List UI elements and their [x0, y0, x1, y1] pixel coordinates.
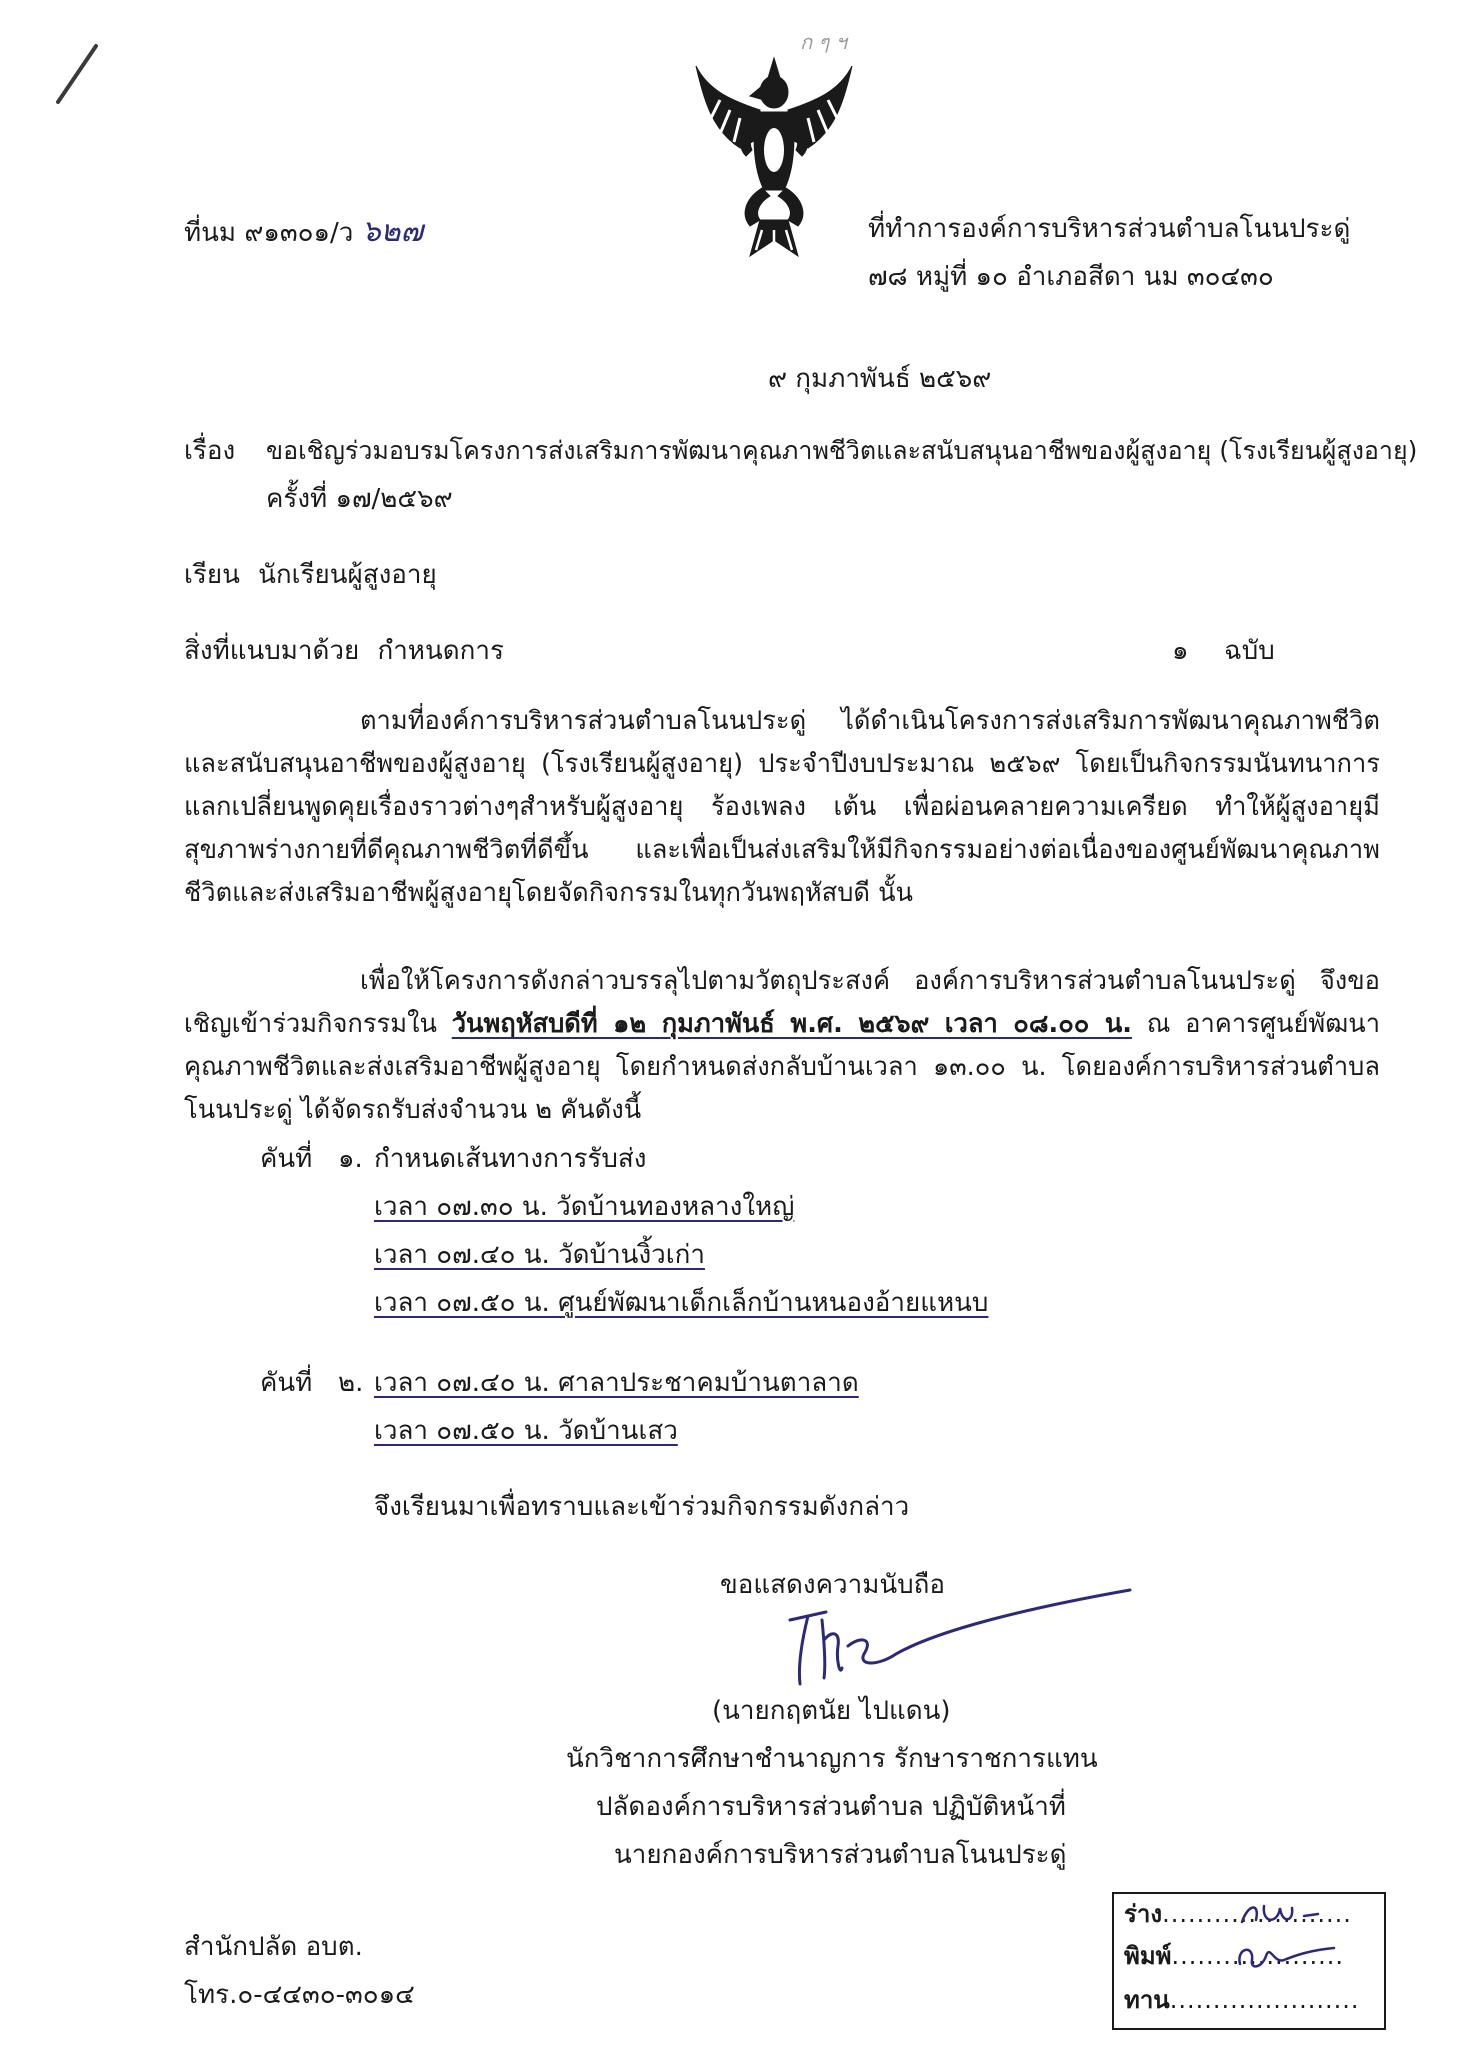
- stamp-draft-dots: ......................: [1162, 1900, 1352, 1928]
- car-1-label: คันที่: [260, 1144, 313, 1174]
- organization-name: ที่ทำการองค์การบริหารส่วนตำบลโนนประดู่: [868, 214, 1351, 244]
- footer-phone: โทร.๐-๔๔๓๐-๓๐๑๔: [184, 1980, 415, 2010]
- signer-name: (นายกฤตนัย ไปแดน): [712, 1696, 951, 1726]
- subject-line-2: ครั้งที่ ๑๗/๒๕๖๙: [266, 484, 453, 514]
- car-1-stop: เวลา ๐๗.๓๐ น. วัดบ้านทองหลางใหญ่: [374, 1192, 795, 1222]
- closing-sentence: จึงเรียนมาเพื่อทราบและเข้าร่วมกิจกรรมดังกล่าว: [374, 1492, 910, 1522]
- stamp-draft-initials: [1234, 1894, 1324, 1934]
- stamp-row-check: [1124, 1986, 1360, 2015]
- body-paragraph-2: [184, 960, 1380, 1132]
- recipient: [184, 560, 437, 591]
- body-paragraph-2-part-1: เพื่อให้โครงการดังกล่าวบรรลุไปตามวัตถุประสงค์ องค์การบริหารส่วนตำบลโนนประดู่ จึงขอเชิญเข้าร่วมกิจกรรมใน: [184, 966, 1380, 1039]
- top-scribble: ก ๆ ฯ: [800, 30, 847, 54]
- signer-position-2: ปลัดองค์การบริหารส่วนตำบล ปฏิบัติหน้าที่: [596, 1792, 1066, 1822]
- recipient-value: นักเรียนผู้สูงอายุ: [258, 560, 437, 590]
- car-1-stop: เวลา ๐๗.๕๐ น. ศูนย์พัฒนาเด็กเล็กบ้านหนองอ้ายแหนบ: [374, 1288, 989, 1318]
- document-number-label: ที่นม ๙๑๓๐๑/ว: [184, 218, 354, 248]
- stamp-print-initials: [1230, 1934, 1340, 1976]
- footer-office: สำนักปลัด อบต.: [184, 1932, 363, 1962]
- subject-line-1: ขอเชิญร่วมอบรมโครงการส่งเสริมการพัฒนาคุณภาพชีวิตและสนับสนุนอาชีพของผู้สูงอายุ (โรงเรียนผู้สูงอายุ): [266, 436, 1418, 465]
- regards: ขอแสดงความนับถือ: [720, 1570, 945, 1600]
- body-paragraph-1-text: ตามที่องค์การบริหารส่วนตำบลโนนประดู่ ได้ดำเนินโครงการส่งเสริมการพัฒนาคุณภาพชีวิตและสนับสนุนอาชีพของผู้สูงอายุ (โรงเรียนผู้สูงอายุ) ประจำปีงบประมาณ ๒๕๖๙ โดยเป็นกิจกรรมนันทนาการ แลกเปลี่ยนพูดคุยเรื่องราวต่างๆสำหรับผู้สูงอายุ ร้องเพลง เต้น เพื่อผ่อนคลายความเครียด ทำให้ผู้สูงอายุมีสุขภาพร่างกายที่ดีคุณภาพชีวิตที่ดีขึ้น และเพื่อเป็นส่งเสริมให้มีกิจกรรมอย่างต่อเนื่องของศูนย์พัฒนาคุณภาพชีวิตและส่งเสริมอาชีพผู้สูงอายุโดยจัดกิจกรรมในทุกวันพฤหัสบดี นั้น: [184, 706, 1380, 908]
- document-number: [184, 214, 423, 250]
- document-date: ๙ กุมภาพันธ์ ๒๕๖๙: [768, 364, 992, 394]
- attachment: [184, 636, 504, 667]
- body-paragraph-2-part-2: ณ อาคารศูนย์พัฒนาคุณภาพชีวิตและส่งเสริมอาชีพผู้สูงอายุ โดยกำหนดส่งกลับบ้านเวลา ๑๓.๐๐ น. โดยองค์การบริหารส่วนตำบลโนนประดู่ ได้จัดรถรับส่งจำนวน ๒ คันดังนี้: [184, 1009, 1381, 1125]
- handwritten-slash-mark: [48, 40, 108, 110]
- car-2-stop: เวลา ๐๗.๔๐ น. ศาลาประชาคมบ้านตาลาด: [374, 1368, 859, 1398]
- document-number-handwritten: ๖๒๗: [361, 214, 424, 249]
- car-2-number: ๒.: [338, 1368, 364, 1398]
- approval-stamp-box: [1112, 1892, 1386, 2030]
- recipient-label: เรียน: [184, 560, 240, 590]
- car-1-number: ๑.: [338, 1144, 363, 1174]
- stamp-print-dots: ....................: [1171, 1942, 1345, 1970]
- stamp-check-dots: ......................: [1169, 1986, 1360, 2014]
- stamp-check-label: ทาน: [1124, 1986, 1170, 2014]
- car-2-stop: เวลา ๐๗.๕๐ น. วัดบ้านเสว: [374, 1416, 678, 1446]
- car-1-title: กำหนดเส้นทางการรับส่ง: [374, 1144, 647, 1174]
- signer-position-1: นักวิชาการศึกษาชำนาญการ รักษาราชการแทน: [566, 1744, 1098, 1774]
- car-2-label: คันที่: [260, 1368, 313, 1398]
- attachment-unit: ฉบับ: [1224, 636, 1275, 666]
- event-date-highlight: วันพฤหัสบดีที่ ๑๒ กุมภาพันธ์ พ.ศ. ๒๕๖๙ เวลา ๐๘.๐๐ น.: [451, 1009, 1132, 1039]
- subject-label: เรื่อง: [184, 436, 236, 466]
- attachment-label: สิ่งที่แนบมาด้วย: [184, 636, 360, 666]
- garuda-emblem-icon: [690, 30, 858, 270]
- signer-position-3: นายกองค์การบริหารส่วนตำบลโนนประดู่: [614, 1840, 1067, 1870]
- organization-address: ๗๘ หมู่ที่ ๑๐ อำเภอสีดา นม ๓๐๔๓๐: [868, 262, 1274, 292]
- car-1-stop: เวลา ๐๗.๔๐ น. วัดบ้านงิ้วเก่า: [374, 1240, 705, 1270]
- attachment-count: ๑: [1172, 636, 1189, 666]
- body-paragraph-1: [184, 700, 1380, 915]
- attachment-value: กำหนดการ: [377, 636, 504, 666]
- handwritten-signature: [778, 1580, 1138, 1690]
- stamp-print-label: พิมพ์: [1124, 1942, 1172, 1970]
- stamp-draft-label: ร่าง: [1124, 1900, 1163, 1928]
